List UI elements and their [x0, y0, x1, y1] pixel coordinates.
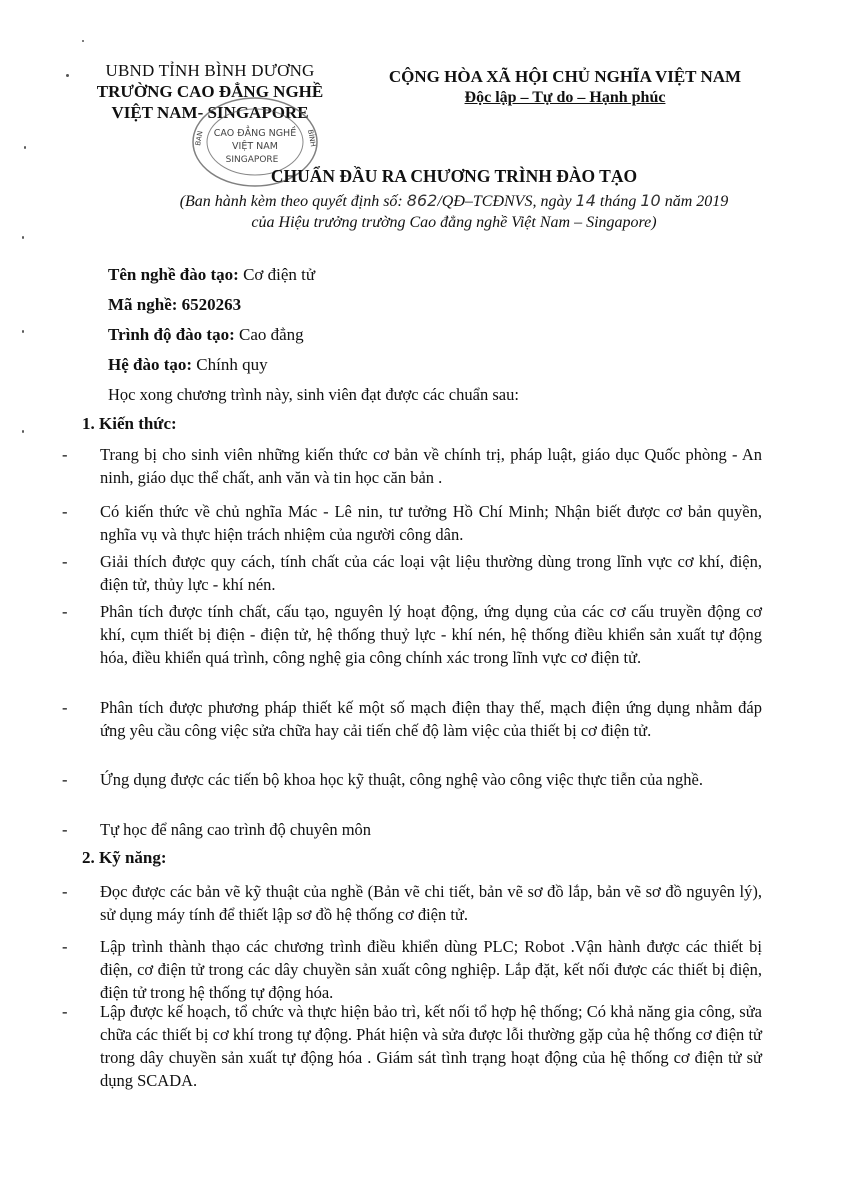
document-title: CHUẨN ĐẦU RA CHƯƠNG TRÌNH ĐÀO TẠO — [270, 166, 638, 186]
list-item — [62, 818, 762, 841]
list-item — [62, 935, 762, 1004]
list-item — [62, 1000, 762, 1092]
list-item-text: Lập được kế hoạch, tổ chức và thực hiện bảo trì, kết nối tổ hợp hệ thống; Có khả năng gia công, sửa chữa các thiết bị cơ khí trong tự động. Phát hiện và sửa được lỗi thường gặp của hệ thống cơ điện tử trong dây chuyền sản xuất tự động hóa . Giám sát tình trạng hoạt động của hệ thống cơ điện tử sử dụng SCADA. — [100, 1002, 762, 1090]
bullet-dash: - — [62, 1002, 68, 1021]
seal-text: CAO ĐẲNG NGHỀ — [213, 128, 297, 139]
decision-issuer: của Hiệu trưởng trường Cao đẳng nghề Việt Nam – Singapore) — [251, 214, 657, 231]
national-motto: Độc lập – Tự do – Hạnh phúc — [464, 89, 666, 106]
training-level-label: Trình độ đào tạo: — [108, 325, 235, 344]
scan-speck — [22, 236, 24, 239]
list-item-text: Phân tích được tính chất, cấu tạo, nguyên lý hoạt động, ứng dụng của các cơ cấu truyền động cơ khí, cụm thiết bị điện - điện tử, hệ thống thuỷ lực - khí nén, hệ thống điều khiển sản xuất tự động hóa, điều khiển quá trình, công nghệ gia công chính xác trong lĩnh vực cơ điện tử. — [100, 602, 762, 667]
training-system-value: Chính quy — [192, 355, 268, 374]
list-item-text: Ứng dụng được các tiến bộ khoa học kỹ thuật, công nghệ vào công việc thực tiễn của nghề. — [100, 770, 703, 789]
section-skills-title: 2. Kỹ năng: — [82, 848, 167, 867]
bullet-dash: - — [62, 552, 68, 571]
issuer-school: TRƯỜNG CAO ĐẲNG NGHỀ — [96, 82, 324, 101]
program-name — [108, 265, 315, 285]
list-item — [62, 768, 762, 791]
seal-text: SINGAPORE — [225, 155, 279, 165]
bullet-dash: - — [62, 937, 68, 956]
training-level-value: Cao đẳng — [234, 325, 304, 344]
list-item-text: Đọc được các bản vẽ kỹ thuật của nghề (Bản vẽ chi tiết, bản vẽ sơ đồ lắp, bản vẽ sơ đồ nguyên lý), sử dụng máy tính để thiết lập sơ đồ hệ thống cơ điện tử. — [100, 882, 762, 924]
decision-month-handwritten: 10 — [640, 191, 661, 210]
bullet-dash: - — [62, 502, 68, 521]
training-system — [108, 355, 268, 375]
bullet-dash: - — [62, 770, 68, 789]
country-name: CỘNG HÒA XÃ HỘI CHỦ NGHĨA VIỆT NAM — [388, 67, 742, 86]
list-item-text: Tự học để nâng cao trình độ chuyên môn — [100, 820, 372, 839]
document-subtitle — [0, 190, 848, 233]
scan-speck — [22, 430, 24, 433]
list-item-text: Phân tích được phương pháp thiết kế một số mạch điện thay thế, mạch điện ứng dụng nhằm đáp ứng yêu cầu công việc sửa chữa hay cải tiến chế độ làm việc của thiết bị cơ điện tử. — [100, 698, 762, 740]
decision-day-handwritten: 14 — [575, 191, 596, 210]
decision-text: tháng — [595, 193, 641, 210]
scan-speck — [22, 330, 24, 333]
seal-text: BÌNH — [306, 128, 317, 148]
decision-text: (Ban hành kèm theo quyết định số: — [179, 193, 407, 210]
issuer-province: UBND TỈNH BÌNH DƯƠNG — [105, 61, 315, 80]
section-knowledge-title: 1. Kiến thức: — [82, 414, 177, 433]
list-item-text: Trang bị cho sinh viên những kiến thức cơ bản về chính trị, pháp luật, giáo dục Quốc phòng - An ninh, giáo dục thể chất, anh văn và tin học căn bản . — [100, 445, 762, 487]
program-name-label: Tên nghề đào tạo: — [108, 265, 239, 284]
list-item — [62, 600, 762, 669]
bullet-dash: - — [62, 820, 68, 839]
scan-speck — [82, 40, 84, 42]
list-item — [62, 500, 762, 546]
bullet-dash: - — [62, 882, 68, 901]
issuer-school-name: VIỆT NAM- SINGAPORE — [111, 103, 309, 122]
list-item-text: Giải thích được quy cách, tính chất của các loại vật liệu thường dùng trong lĩnh vực cơ khí, điện, điện tử, thủy lực - khí nén. — [100, 552, 762, 594]
list-item-text: Có kiến thức về chủ nghĩa Mác - Lê nin, tư tưởng Hồ Chí Minh; Nhận biết được cơ bản quyền, nghĩa vụ và thực hiện trách nhiệm của người công dân. — [100, 502, 762, 544]
scan-speck — [24, 146, 26, 149]
program-code-label: Mã nghề: 6520263 — [108, 295, 242, 314]
list-item-text: Lập trình thành thạo các chương trình điều khiển dùng PLC; Robot .Vận hành được các thiết bị điện, cơ điện tử trong các dây chuyền sản xuất công nghiệp. Lắp đặt, kết nối được các thiết bị điện, điện tử trong hệ thống tự động hóa. — [100, 937, 762, 1002]
bullet-dash: - — [62, 602, 68, 621]
intro-text: Học xong chương trình này, sinh viên đạt được các chuẩn sau: — [108, 385, 519, 404]
training-system-label: Hệ đào tạo: — [108, 355, 193, 374]
list-item — [62, 880, 762, 926]
bullet-dash: - — [62, 445, 68, 464]
list-item — [62, 696, 762, 742]
decision-text: năm 2019 — [660, 193, 729, 210]
seal-text: BAN — [194, 130, 205, 147]
program-name-value: Cơ điện tử — [238, 265, 316, 284]
bullet-dash: - — [62, 698, 68, 717]
decision-text: /QĐ–TCĐNVS, ngày — [437, 193, 576, 210]
seal-text: VIỆT NAM — [232, 141, 278, 152]
national-heading — [350, 66, 780, 108]
training-level — [108, 325, 304, 345]
list-item — [62, 550, 762, 596]
list-item — [62, 443, 762, 489]
decision-number-handwritten: 862 — [406, 191, 438, 210]
program-code — [108, 295, 241, 315]
